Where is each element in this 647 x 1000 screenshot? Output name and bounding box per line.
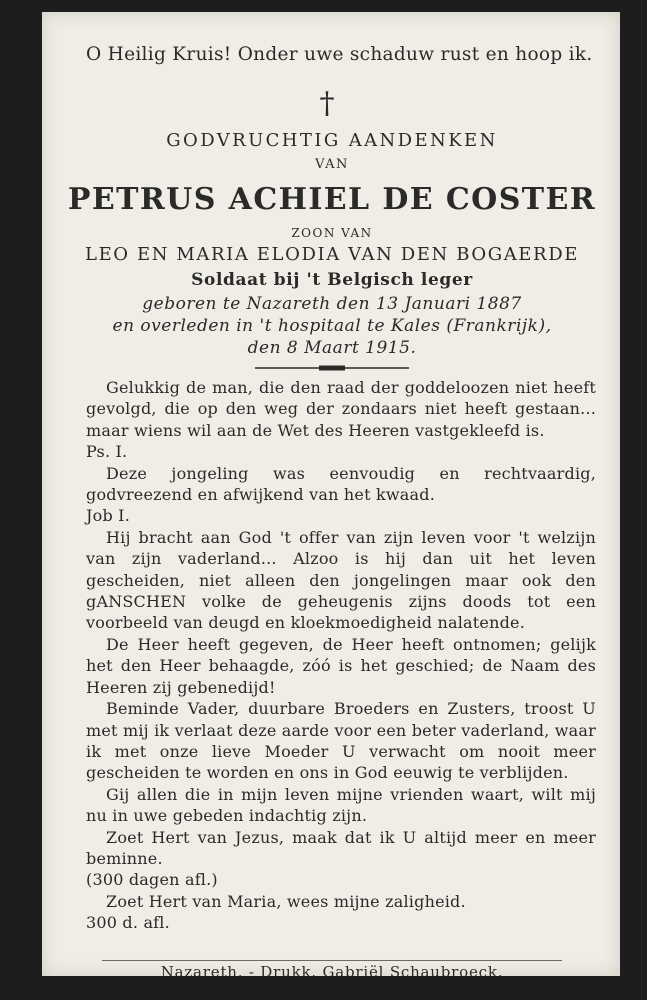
paragraph-7: Zoet Hert van Jezus, maak dat ik U altijd meer en meer beminne.	[86, 827, 596, 868]
reference-job: Job I.	[86, 506, 130, 526]
paragraph-5: Beminde Vader, duurbare Broeders en Zusters, troost U met mij ik verlaat deze aarde voor een beter vaderland, waar ik met onze lieve Moeder U verwacht om nooit meer gescheiden te worden en ons in God eeuwig te verblijden.	[86, 699, 596, 783]
reference-psalm: Ps. I.	[86, 442, 128, 462]
death-line: en overleden in 't hospitaal te Kales (Frankrijk),	[112, 316, 552, 336]
paragraph-1: Gelukkig de man, die den raad der goddeloozen niet heeft gevolgd, die op den weg der zondaars niet heeft gestaan... maar wiens wil aan de Wet des Heeren vastgekleefd is.	[86, 378, 596, 440]
soldier-line: Soldaat bij 't Belgisch leger	[191, 270, 473, 290]
paragraph-8: Zoet Hert van Maria, wees mijne zaligheid.	[106, 891, 466, 911]
paragraph-4: De Heer heeft gegeven, de Heer heeft ontnomen; gelijk het den Heer behaagde, zóó is het geschied; de Naam des Heeren zij gebenedijd!	[86, 634, 596, 697]
printer-footer: Nazareth. - Drukk. Gabriël Schaubroeck.	[160, 963, 504, 976]
deceased-name: PETRUS ACHIEL DE COSTER	[67, 182, 597, 217]
heading-zoon-van: ZOON VAN	[291, 226, 373, 240]
indulgence-300-d: 300 d. afl.	[86, 913, 170, 933]
body-text	[86, 377, 596, 934]
motto: O Heilig Kruis! Onder uwe schaduw rust en hoop ik.	[86, 44, 593, 65]
ornamental-divider	[255, 364, 409, 372]
cross-icon: †	[319, 86, 335, 121]
heading-aandenken: GODVRUCHTIG AANDENKEN	[166, 130, 498, 151]
death-date: den 8 Maart 1915.	[247, 338, 417, 358]
paragraph-2: Deze jongeling was eenvoudig en rechtvaardig, godvreezend en afwijkend van het kwaad.	[86, 463, 596, 505]
paragraph-3: Hij bracht aan God 't offer van zijn leven voor 't welzijn van zijn vaderland... Alzoo is hij dan uit het leven gescheiden, niet alleen den jongelingen maar ook den gANSCHEN volke de geheugenis zijns doods tot een voorbeeld van deugd en kloekmoedigheid nalatende.	[86, 527, 596, 633]
birth-line: geboren te Nazareth den 13 Januari 1887	[142, 294, 522, 314]
indulgence-300-dagen: (300 dagen afl.)	[86, 870, 218, 890]
parents-names: LEO EN MARIA ELODIA VAN DEN BOGAERDE	[85, 244, 579, 265]
heading-van: VAN	[315, 157, 349, 172]
memorial-card	[42, 12, 620, 976]
paragraph-6: Gij allen die in mijn leven mijne vrienden waart, wilt mij nu in uwe gebeden indachtig zijn.	[86, 784, 596, 826]
footer-rule	[102, 960, 562, 961]
